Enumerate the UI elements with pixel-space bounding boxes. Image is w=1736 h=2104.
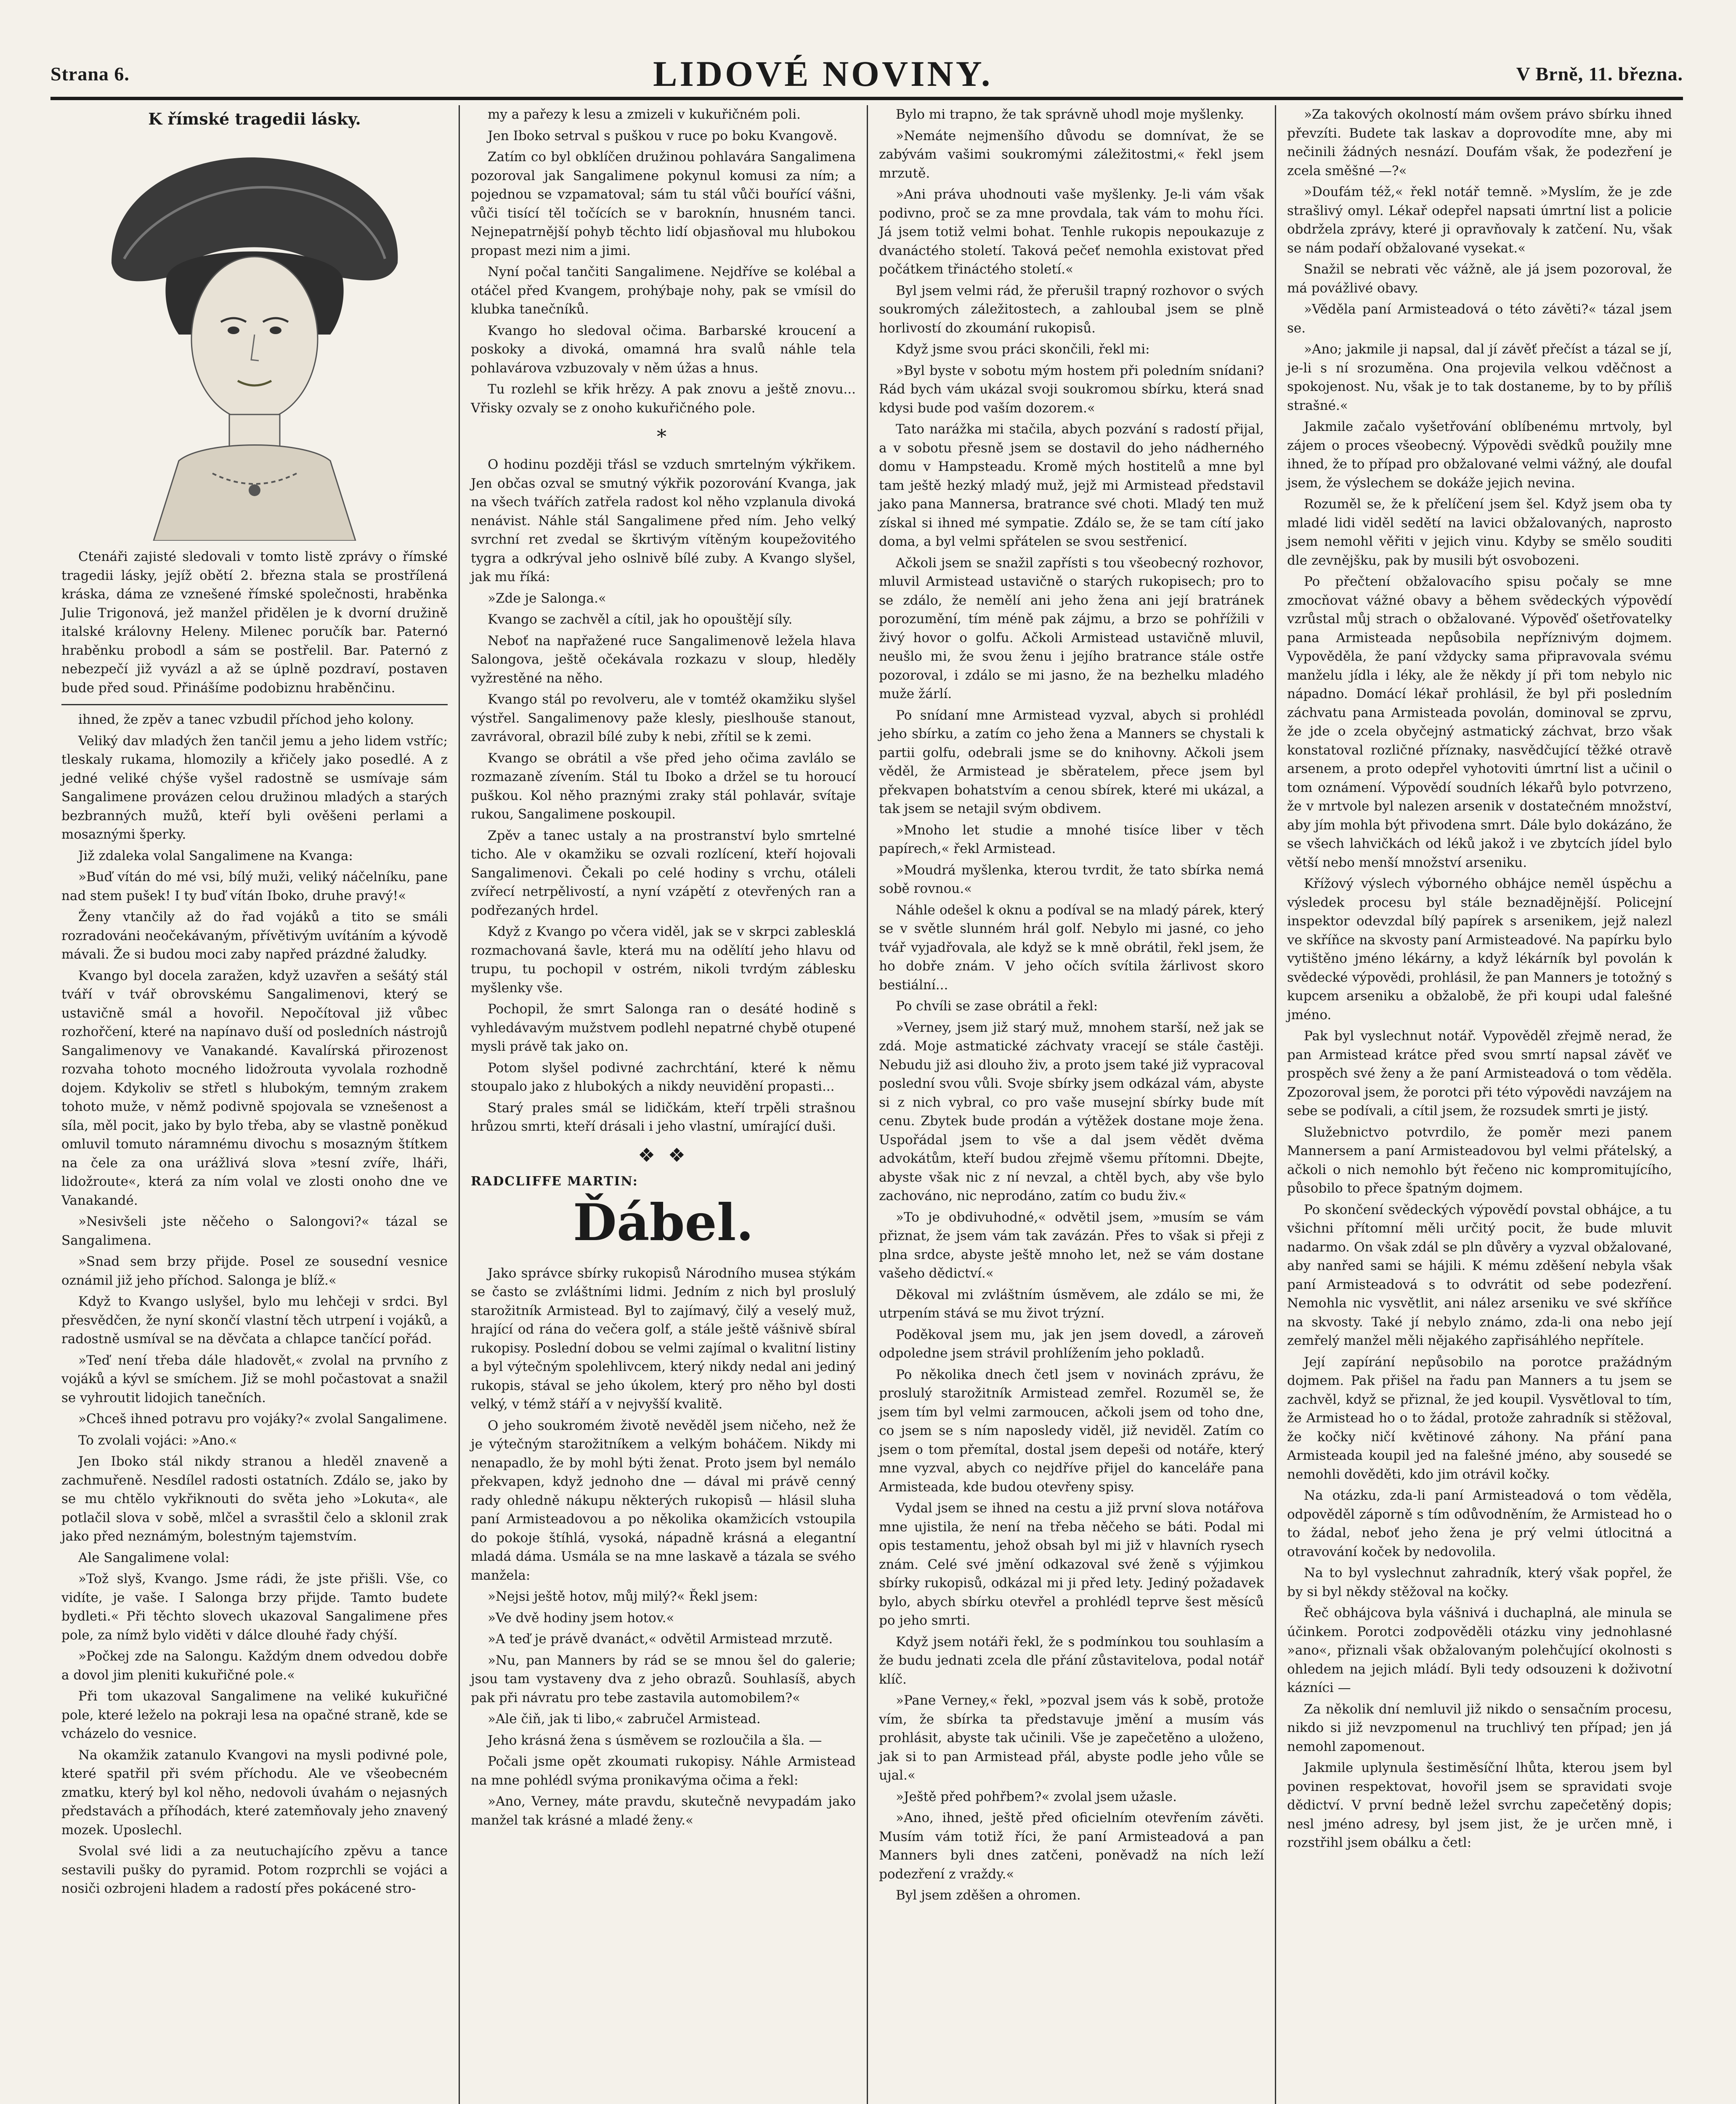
newspaper-title: LIDOVÉ NOVINY. [653, 53, 993, 94]
paragraph: »Ale čiň, jak ti libo,« zabručel Armistead. [488, 1711, 761, 1727]
col2-story-end [471, 455, 856, 1136]
paragraph: »Snad sem brzy přijde. Posel ze sousední vesnice oznámil již jeho příchod. Salonga je blíž.« [61, 1254, 448, 1288]
masthead [50, 50, 1683, 100]
paragraph: Již zdaleka volal Sangalimene na Kvanga: [78, 848, 353, 863]
paragraph: Jen Iboko stál nikdy stranou a hleděl znaveně a zachmuřeně. Nesdílel radosti ostatních. Zdálo se, jako by se mu chtělo vykřiknouti do světa jeho »Lokuta«, ale potlačil slova v sobě, mlčel a svrasštil čelo a sklonil zrak jako před neznámým, bolestným tajemstvím. [61, 1454, 448, 1544]
paragraph: Potom slyšel podivné zachrchtání, které k němu stoupalo jako z hlubokých a nikdy neuvidění propasti... [471, 1060, 856, 1094]
paragraph: Za několik dní nemluvil již nikdo o sensačním procesu, nikdo si již nevzpomenul na truchlivý ten případ; jen já nemohl zapomenout. [1287, 1701, 1672, 1754]
paragraph: »Ano, Verney, máte pravdu, skutečně nevypadám jako manžel tak krásné a mladé ženy.« [471, 1794, 856, 1828]
author-byline: RADCLIFFE MARTIN: [471, 1174, 638, 1189]
paragraph: »Tož slyš, Kvango. Jsme rádi, že jste přišli. Vše, co vidíte, je vaše. I Salonga brzy přijde. Tamto budete bydleti.« Při těchto slovech ukazoval Sangalimene přes pole, za nímž bylo viděti v dálce dlouhé řady chýší. [61, 1571, 448, 1643]
paragraph: »Doufám též,« řekl notář temně. »Myslím, že je zde strašlivý omyl. Lékař odepřel napsati úmrtní list a policie obdržela zprávy, které ji opravňovaly k zatčení. Nu, však se nám podaří obžalované vysekat.« [1287, 184, 1672, 256]
paragraph: Ženy vtančily až do řad vojáků a tito se smáli rozradováni neočekávaným, přívětivým uvítáním a kývodě mávali. Že si budou moci zaby napřed prázdné žaludky. [61, 909, 448, 962]
paragraph: To zvolali vojáci: »Ano.« [78, 1432, 237, 1448]
paragraph: O hodinu později třásl se vzduch smrtelným výkřikem. Jen občas ozval se smutný výkřik pozorování Kvanga, jak na všech tvářích zatřela radost kol něho vzplanula divoká nenávist. Náhle stál Sangalimene před ním. Jeho velký svrchní ret zvedal se škrtivým vítěným koupežovitého tygra a odkrýval jeho oslnivě bílé zuby. A Kvango slyšel, jak mu říká: [471, 457, 856, 584]
paragraph: Tu rozlehl se křik hrězy. A pak znovu a ještě znovu... Vřisky ozvaly se z onoho kukuřičného pole. [471, 382, 856, 416]
paragraph: Tato narážka mi stačila, abych pozvání s radostí přijal, a v sobotu přesně jsem se dostavil do jeho nádherného domu v Hampsteadu. Kromě mých hostitelů a mne byl tam ještě hezký mladý muž, jejž mi Armistead představil jako pana Mannersa, bratrance své choti. Mladý ten muž získal si ihned mé sympatie. Zdálo se, že se tam cítí jako doma, a byl velmi spřátelen se svou sestřenicí. [879, 422, 1264, 549]
paragraph: Jakmile začalo vyšetřování oblíbenému mrtvoly, byl zájem o proces všeobecný. Výpovědi svědků použily mne ihned, že to případ pro obžalované velmi vážný, ale doufal jsem, že výslechem se dokáže jejich nevina. [1287, 419, 1672, 491]
paragraph: Kvango stál po revolveru, ale v tomtéž okamžiku slyšel výstřel. Sangalimenovy paže klesly, pieslhouše stanout, zavrávoral, obrazil bílé zuby k nebi, zřítil se k zemi. [471, 692, 856, 744]
paragraph: »A teď je právě dvanáct,« odvětil Armistead mrzutě. [488, 1631, 833, 1647]
photo-caption: Ctenáři zajisté sledovali v tomto listě zprávy o římské tragedii lásky, jejíž obětí 2. března stala se prostřílená kráska, dáma ze vznešené římské společnosti, hraběnka Julie Trigonová, jež manžel přidělen je k dvorní družině italské královny Heleny. Milenec poručík bar. Paternó hraběnku probodl a sám se postřelil. Bar. Paternó z nebezpečí již vyvázl a až se úplně pozdraví, postaven bude před soud. Přinášíme podobiznu hraběnčinu. [61, 549, 448, 696]
paragraph: Svolal své lidi a za neutuchajícího zpěvu a tance sestavili pušky do pyramid. Potom rozprchli se vojáci a nosiči ozbrojeni hladem a radostí přes pokácené stro- [61, 1844, 448, 1896]
paragraph: Pochopil, že smrt Salonga ran o desáté hodině s vyhledávavým mužstvem podlehl nepatrné chybě otupené mysli právě tak jako on. [471, 1002, 856, 1054]
paragraph: »Mnoho let studie a mnohé tisíce liber v těch papírech,« řekl Armistead. [879, 822, 1264, 856]
paragraph: Kvango se zachvěl a cítil, jak ho opouštějí síly. [488, 612, 793, 627]
paragraph: Když jsem notáři řekl, že s podmínkou tou souhlasím a že budu jednati zcela dle přání zůstavitelova, podal notář klíč. [879, 1634, 1264, 1687]
paragraph: »Ano; jakmile ji napsal, dal jí závěť přečíst a tázal se jí, je-li s ní srozuměna. Ona projevila velkou vděčnost a spokojenost. Nu, však je to tak dostaneme, by to by příliš strašné.« [1287, 342, 1672, 413]
paragraph: Po skončení svědeckých výpovědí povstal obhájce, a tu všichni přítomní měli určitý pocit, že bude mluvit nadarmo. On však zdál se pln důvěry a vyzval obžalované, aby nanřed sami se hájili. K mému zděšení nebyla však paní Armisteadová s to odvrátit od sebe podezření. Nemohla nic vysvětlit, ani nález arseniku ve své skříňce na skvosty. Také jí nebylo známo, zda-li ona nebo její zemřelý manžel měli nějakého zapřisáhlého nepřítele. [1287, 1202, 1672, 1348]
story-beginning [471, 1264, 856, 1830]
paragraph: Jen Iboko setrval s puškou v ruce po boku Kvangově. [488, 128, 838, 143]
paragraph: Děkoval mi zvláštním úsměvem, ale zdálo se mi, že utrpením stává se mu život trýzní. [879, 1287, 1264, 1321]
paragraph: »Ani práva uhodnouti vaše myšlenky. Je-li vám však podivno, proč se za mne provdala, tak vám to mohu říci. Já jsem totiž velmi bohat. Tenhle rukopis nepoukazuje z dvanáctého století. Taková pečeť nemohla existovat před počátkem třináctého století.« [879, 187, 1264, 277]
paragraph: Byl jsem zděšen a ohromen. [896, 1888, 1081, 1903]
paragraph: Když z Kvango po včera viděl, jak se v skrpci zablesklá rozmachovaná šavle, která mu na odělítí jeho hlavu od trupu, tu pochopil v ostrém, nikoli tvrdým záblesku myšlenky vše. [471, 924, 856, 996]
paragraph: Ačkoli jsem se snažil zapřísti s tou všeobecný rozhovor, mluvil Armistead ustavičně o starých rukopisech; pro to se zdálo, že nemělí ani jeho žena ani její bratránek porozumění, tím méně pak zájmu, a brzo se pohřížili v živý hovor o golfu. Ačkoli Armistead ustavičně mluvil, neušlo mi, že svou ženu i jejího bratrance stále ostře pozoroval, i zdálo se mi jasno, že na bezhelku mladého muže žárlí. [879, 555, 1264, 701]
col1-story [61, 710, 448, 1898]
paragraph: Po několika dnech četl jsem v novinách zprávu, že proslulý starožitník Armistead zemřel. Rozuměl se, že jsem tím byl velmi zarmoucen, ačkoli jsem od toho dne, co jsem se s ním naposledy viděl, již neviděl. Zatím co jsem o tom přemítal, dostal jsem depeši od notáře, který mne vyzval, abych co nejdříve přijel do kanceláře pana Armisteada, kde budou otevřeny spisy. [879, 1367, 1264, 1495]
paragraph: »Verney, jsem již starý muž, mnohem starší, než jak se zdá. Moje astmatické záchvaty vracejí se stále častěji. Nebudu již asi dlouho živ, a proto jsem také již vypracoval poslední svou vůli. Svoje sbírky jsem odkázal vám, abyste si z nich vybral, co pro vaše musejní sbírky bude mít cenu. Zbytek bude prodán a výtěžek dostane moje žena. Uspořádal jsem to vše a dal jsem vědět dvěma advokátům, kteří budou zřejmě všemu přítomni. Dbejte, abyste však nic z ní nevzal, a chtěl bych, aby vše bylo zachováno, nic neprodáno, zatím co budu živ.« [879, 1020, 1264, 1203]
paragraph: Kvango se obrátil a vše před jeho očima zavlálo se rozmazaně zívením. Stál tu Iboko a držel se tu horoucí puškou. Kol něho praznými zraky stál pohlavár, svítaje rukou, Sangalimene poskoupil. [471, 750, 856, 822]
story-continuation-2 [1287, 105, 1672, 1852]
page-number: Strana 6. [50, 63, 130, 85]
story-continuation [879, 105, 1264, 1905]
paragraph: »Byl byste v sobotu mým hostem při poledním snídani? Rád bych vám ukázal svoji soukromou sbírku, která snad kdysi bude pod vaším dozorem.« [879, 363, 1264, 416]
paragraph: Rozuměl se, že k přelíčení jsem šel. Když jsem oba ty mladé lidi viděl sedětí na lavici obžalovaných, naprosto jsem nemohl věřiti v jejich vinu. Kdyby se smělo souditi dle zevnějšku, pak by musili být osvobozeni. [1287, 497, 1672, 568]
column-1 [50, 105, 459, 2104]
paragraph: Na okamžik zatanulo Kvangovi na mysli podivné pole, které spatřil při svém příchodu. Ale ve všeobecném zmatku, který byl kol něho, nedovoli úvahám o nejasných představách a příhodách, které zatemňovaly jeho znavený mozek. Uposlechl. [61, 1747, 448, 1838]
paragraph: Starý prales smál se lidičkám, kteří trpěli strašnou hrůzou smrti, kteří drásali i jeho vlastní, umírající duši. [471, 1100, 856, 1134]
paragraph: Neboť na napřažené ruce Sangalimenově ležela hlava Salongova, ještě očekávala rozkazu v sloup, hleděly vyžrestěné na něho. [471, 633, 856, 686]
paragraph: Ale Sangalimene volal: [78, 1550, 230, 1565]
paragraph: »Nesivšeli jste něčeho o Salongovi?« tázal se Sangalimena. [61, 1214, 448, 1248]
story-title: Ďábel. [573, 1193, 754, 1252]
paragraph: »Buď vítán do mé vsi, bílý muži, veliký náčelníku, pane nad stem pušek! I ty buď vítán Iboko, druhe pravý!« [61, 869, 448, 903]
paragraph: Po chvíli se zase obrátil a řekl: [896, 999, 1098, 1014]
paragraph: Veliký dav mladých žen tančil jemu a jeho lidem vstříc; tleskaly rukama, hlomozily a křičely jako posedlé. A z jedné veliké chýše vyšel radostně se usmívaje sám Sangalimene provázen celou družinou mladých a starých bezbranných mužů, kteří byli ověšeni perlami a mosaznými šperky. [61, 733, 448, 842]
paragraph: my a pařezy k lesu a zmizeli v kukuřičném poli. [488, 107, 801, 122]
paragraph: Když to Kvango uslyšel, bylo mu lehčeji v srdci. Byl přesvědčen, že nyní skončí vlastní těch utrpení i vojáků, a radostně usmíval se na děvčata a chlapce tančící pořád. [61, 1294, 448, 1347]
paragraph: »Věděla paní Armisteadová o této závěti?« tázal jsem se. [1287, 302, 1672, 336]
paragraph: Křížový výslech výborného obhájce neměl úspěchu a výsledek procesu byl stále beznadějnější. Policejní inspektor odevzdal bílý papírek s arsenikem, jejž nalezl ve skříňce na skvosty paní Armisteadové. Na papírku bylo vytištěno jméno lékárny, a když lékárník byl povolán k svědecké výpovědi, prohlásil, že pan Manners je totožný s kupcem arseniku a obžalobě, že při koupi udal falešné jméno. [1287, 876, 1672, 1023]
paragraph: Zatím co byl obklíčen družinou pohlavára Sangalimena pozoroval jak Sangalimene pokynul komusi za ním; a pojednou se vzpamatoval; sám tu stál vůči bouřící vášni, vůči tisící těl točících se v baroknín, hnusném tanci. Nejnepatrnější pohyb těchto lidí objasňoval mu hlubokou propast mezi nim a jimi. [471, 149, 856, 258]
paragraph: »Moudrá myšlenka, kterou tvrdit, že tato sbírka nemá sobě rovnou.« [879, 862, 1264, 896]
paragraph: »Nejsi ještě hotov, můj milý?« Řekl jsem: [488, 1589, 758, 1604]
paragraph: Na otázku, zda-li paní Armisteadová o tom věděla, odpověděl záporně s tím odůvodněním, že Armistead ho o to žádal, neboť jeho žena je prý velmi útlocitná a otravování koček by nedovolila. [1287, 1488, 1672, 1559]
paragraph: Náhle odešel k oknu a podíval se na mladý párek, který se v světle slunném hrál golf. Nebylo mi jasné, co jeho tvář vyjadřovala, ale když se k mně obrátil, řekl jsem, že ho dobře znám. V jeho očích svítila žárlivost skoro bestiální... [879, 902, 1264, 993]
column-4 [1275, 105, 1683, 2104]
paragraph: Jako správce sbírky rukopisů Národního musea stýkám se často se zvláštními lidmi. Jedním z nich byl proslulý starožitník Armistead. Byl to zajímavý, čilý a veselý muž, hrající od rána do večera golf, a stále ještě vášnivě sbíral rukopisy. Poslední dobou se velmi zajímal o kvalitní listiny a byl výtečným spolehlivcem, který nikdy nedal ani jediný rukopis, stával se jeho úkolem, který pro něho byl dosti velký, v témž stáří a v nejvyšší kvalitě. [471, 1265, 856, 1412]
paragraph: »Teď není třeba dále hladovět,« zvolal na prvního z vojáků a kývl se smíchem. Již se mohl počastovat a snažil se vyhroutit lidojich tanečních. [61, 1352, 448, 1405]
paragraph: Kvango byl docela zaražen, když uzavřen a sešátý stál tváří v tvář obrovskému Sangalimenovi, který se ustavičně smál a hovořil. Nepočítoval již vůbec rozhořčení, které na napínavo duší od posledních nástrojů Sangalimenovy ve Vanakandé. Kavalírská přirozenost rozvaha tohoto mocného lidožrouta vyvolala rozhodně dojem. Kdykoliv se střetl s hlubokým, temným zrakem tohoto muže, v němž podivně spojovala se vznešenost a síla, měl pocit, jako by bylo třeba, aby se vlastně poněkud omluvil tomuto náramnému divochu s mosazným štítkem na čele za ona urážlivá slova »tesní zvíře, lháři, lidožroute«, která za ním volal ve zlosti onoho dne ve Vanakandé. [61, 968, 448, 1208]
paragraph: »Ještě před pohřbem?« zvolal jsem užasle. [896, 1789, 1177, 1804]
paragraph: Při tom ukazoval Sangalimene na veliké kukuřičné pole, které leželo na pokraji lesa na opačné straně, kde se vcházelo do vesnice. [61, 1689, 448, 1741]
ornament: ❖ ❖ [637, 1143, 689, 1166]
paragraph: »Chceš ihned potravu pro vojáky?« zvolal Sangalimene. [78, 1411, 448, 1427]
paragraph: »To je obdivuhodné,« odvětil jsem, »musím se vám přiznat, že jsem vám tak zavázán. Přes to však si přeji z plna srdce, abyste ještě mnoho let, než se vám dostane vašeho dědictví.« [879, 1209, 1264, 1281]
columns [50, 105, 1683, 2104]
section-marker: * [657, 425, 670, 448]
paragraph: Zpěv a tanec ustaly a na prostranství bylo smrtelné ticho. Ale v okamžiku se ozvali rozlícení, kteří hojovali Sangalimenovi. Čekali po celé hodiny s vrchu, otáleli zvířecí netrpělivostí, a nyní vzápětí z otevřených ran a podřezaných hrdel. [471, 828, 856, 918]
paragraph: Po snídaní mne Armistead vyzval, abych si prohlédl jeho sbírku, a zatím co jeho žena a Manners se chystali k partii golfu, odebrali jsme se do knihovny. Ačkoli jsem věděl, že Armistead je sběratelem, přece jsem byl překvapen bohatstvím a cenou sbírek, které mi ukázal, a tak jsem se netajil svým obdivem. [879, 707, 1264, 816]
paragraph: Jakmile uplynula šestiměsíční lhůta, kterou jsem byl povinen respektovat, hovořil jsem se spravidati svoje dědictví. V první bedně ležel svrchu zapečetěný dopis; nesl jméno adresy, byl jsem jist, že je určen mně, i rozstřihl jsem obálku a četl: [1287, 1760, 1672, 1850]
photo-caption-title: K římské tragedii lásky. [148, 109, 361, 128]
paragraph: Jeho krásná žena s úsměvem se rozloučila a šla. — [488, 1732, 822, 1748]
paragraph: Nyní počal tančiti Sangalimene. Nejdříve se kolébal a otáčel před Kvangem, prohýbaje nohy, pak se vmísil do klubka tanečníků. [471, 264, 856, 317]
paragraph: Vydal jsem se ihned na cestu a již první slova notářova mne ujistila, že není na třeba něčeho se báti. Podal mi opis testamentu, jehož obsah byl mi již v hlavních rysech znám. Celé své jmění odkazoval své ženě s výjimkou sbírky rukopisů, odkázal mi ji před lety. Jediný požadavek bylo, abych sbírku otevřel a prohlédl teprve šest měsíců po jeho smrti. [879, 1501, 1264, 1628]
paragraph: »Ano, ihned, ještě před oficielním otevřením závěti. Musím vám totiž říci, že paní Armisteadová a pan Manners byli dnes zatčeni, poněvadž na ních leží podezření z vraždy.« [879, 1810, 1264, 1882]
paragraph: Snažil se nebrati věc vážně, ale já jsem pozoroval, že má povážlivé obavy. [1287, 262, 1672, 296]
paragraph: ihned, že zpěv a tanec vzbudil příchod jeho kolony. [78, 712, 414, 727]
portrait-illustration [95, 137, 414, 541]
paragraph: »Zde je Salonga.« [488, 590, 606, 606]
paragraph: »Pane Verney,« řekl, »pozval jsem vás k sobě, protože vím, že sbírka ta představuje jmění a musím vás prohlásit, abyste tak učinili. Vše je zapečetěno a uloženo, jak si to pan Armistead přál, abyste podle jeho vůle se ujal.« [879, 1693, 1264, 1783]
paragraph: Na to byl vyslechnut zahradník, který však popřel, že by si byl někdy stěžoval na kočky. [1287, 1565, 1672, 1599]
paragraph: Její zapírání nepůsobilo na porotce pražádným dojmem. Pak přišel na řadu pan Manners a tu jsem se zachvěl, když se přiznal, že jed koupil. Vysvětloval to tím, že Armistead ho o to žádal, protože zahradník si stěžoval, že kočky ničí květinové záhony. Na přání pana Armisteada koupil jed na falešné jméno, aby sousedé se nemohli dověděti, kdo jim otrávil kočky. [1287, 1354, 1672, 1482]
paragraph: »Za takových okolností mám ovšem právo sbírku ihned převzíti. Budete tak laskav a doprovodíte mne, aby mi nečinili žádných nesnází. Doufám však, že podezření je zcela směšné —?« [1287, 107, 1672, 178]
paragraph: Pak byl vyslechnut notář. Vypověděl zřejmě nerad, že pan Armistead krátce před svou smrtí napsal závěť ve prospěch své ženy a že paní Armisteadová o tom věděla. Zpozoroval jsem, že porotci při této výpovědi navzájem na sebe se podívali, a cítil jsem, že rozsudek smrti je jistý. [1287, 1028, 1672, 1118]
column-2 [459, 105, 867, 2104]
paragraph: O jeho soukromém životě nevěděl jsem ničeho, než že je výtečným starožitníkem a velkým boháčem. Nikdy mi nenapadlo, že by mohl býti ženat. Proto jsem byl nemálo překvapen, když jednoho dne — dával mi právě cenný rady ohledně nákupu některých rukopisů — hlásil sluha paní Armisteadovou a po několika okamžicích vstoupila do pokoje štíhlá, vysoká, nápadně krásná a elegantní mladá dáma. Usmála se na mne laskavě a tázala se svého manžela: [471, 1418, 856, 1583]
paragraph: Kvango ho sledoval očima. Barbarské kroucení a poskoky a divoká, omamná hra svalů náhle tela pohlavárova vzbuzovaly v něm úžas a hnus. [471, 323, 856, 376]
col2-story-part [471, 105, 856, 417]
column-3 [867, 105, 1275, 2104]
paragraph: Služebnictvo potvrdilo, že poměr mezi panem Mannersem a paní Armisteadovou byl velmi přátelský, a ačkoli o nich nemohlo být řečeno nic kompromitujícího, působilo to přece špatným dojmem. [1287, 1124, 1672, 1196]
paragraph: Poděkoval jsem mu, jak jen jsem dovedl, a zároveň odpoledne jsem strávil prohlížením jeho pokladů. [879, 1327, 1264, 1361]
paragraph: »Nu, pan Manners by rád se se mnou šel do galerie; jsou tam vystaveny dva z jeho obrazů. Souhlasíš, abych pak při návratu pro tebe zastavila automobilem?« [471, 1652, 856, 1706]
paragraph: »Počkej zde na Salongu. Každým dnem odvedou dobře a dovol jim pleniti kukuřičné pole.« [61, 1649, 448, 1683]
paragraph: »Nemáte nejmenšího důvodu se domnívat, že se zabývám vašimi soukromými záležitostmi,« řekl jsem mrzutě. [879, 128, 1264, 181]
paragraph: Po přečtení obžalovacího spisu počaly se mne zmocňovat vážné obavy a během svědeckých výpovědí vzrůstal můj strach o obžalované. Výpověď ošetřovatelky pana Armisteada nepůsobila nepříznivým dojmem. Vypověděla, že paní vždycky sama připravovala svému manželu jídla i léky, ale že někdy jí při tom nebylo nic nápadno. Domácí lékař prohlásil, že byl při posledním záchvatu pana Armisteada povolán, dominoval se zprvu, že jde o zcela obyčejný astmatický záchvat, brzo však konstatoval rozličné příznaky, nasvědčující těžké otravě arsenem, a proto odepřel vyhotoviti úmrtní list a učinil o tom oznámení. Výpovědí soudních lékařů bylo potvrzeno, že v mrtvole byl nalezen arsenik v dostatečném množství, aby jím mohla být přivodena smrt. Dále bylo dokázáno, že se všech lahvičkách od léků jakož i ve zbytcích jídel bylo větší nebo menší množství arseniku. [1287, 574, 1672, 870]
paragraph: Bylo mi trapno, že tak správně uhodl moje myšlenky. [896, 107, 1244, 122]
paragraph: Když jsme svou práci skončili, řekl mi: [896, 342, 1150, 357]
paragraph: Počali jsme opět zkoumati rukopisy. Náhle Armistead na mne pohlédl svýma pronikavýma očima a řekl: [471, 1754, 856, 1788]
paragraph: Byl jsem velmi rád, že přerušil trapný rozhovor o svých soukromých záležitostech, a zahloubal jsem se plně horlivostí do zkoumání rukopisů. [879, 283, 1264, 336]
issue-date: V Brně, 11. března. [1516, 63, 1683, 85]
paragraph: Řeč obhájcova byla vášnivá i duchaplná, ale minula se účinkem. Porotci zodpověděli otázku viny jednohlasné »ano«, přiznali však obžalovaným polehčující okolnosti s ohledem na jejich mládí. Byli tedy odsouzeni k doživotní kázníci — [1287, 1605, 1672, 1695]
photo-feature [61, 109, 448, 705]
paragraph: »Ve dvě hodiny jsem hotov.« [488, 1610, 674, 1626]
